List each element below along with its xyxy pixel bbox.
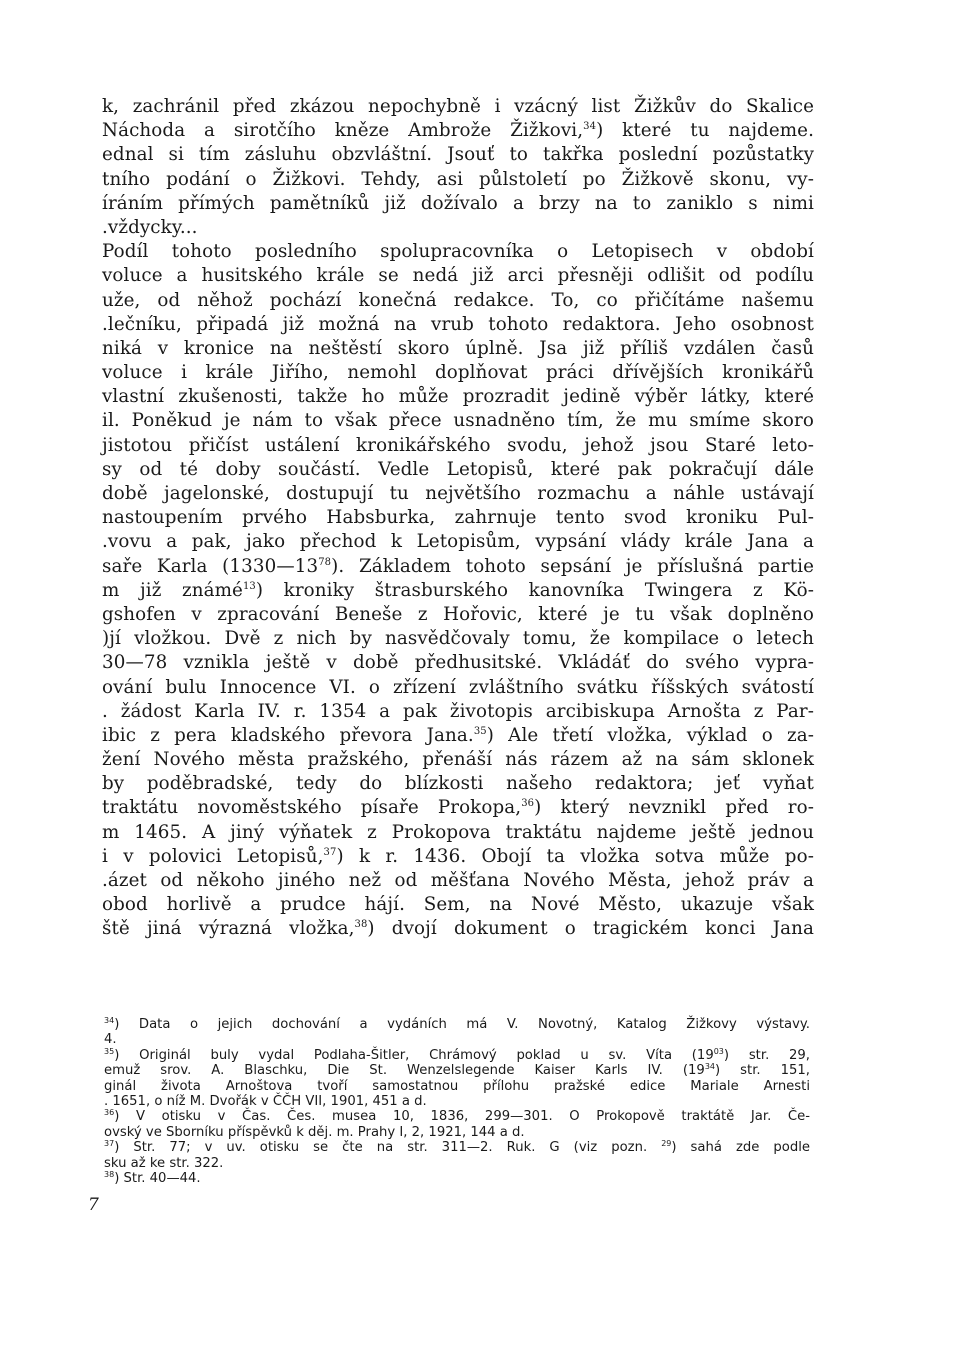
footnotes <box>104 1017 810 1186</box>
footnote-line: sku až ke str. 322. <box>104 1155 224 1171</box>
text-line: uže, od něhož pochází konečná redakce. To, co přičítáme našemu <box>102 289 814 311</box>
footnote-line: $^{36}$) V otisku v Čas. Čes. musea 10, 1836, 299—301. O Prokopově traktátě Jar. Če- <box>104 1108 810 1125</box>
text-line: obod horlivě a prudce hájí. Sem, na Nové Město, ukazuje však <box>102 894 814 916</box>
text-line: i v polovici Letopisů,$^{37}$) k r. 1436. Obojí ta vložka sotva může po- <box>102 845 814 867</box>
text-line: íráním přímých pamětníků již dožívalo a brzy na to zaniklo s nimi <box>102 192 814 214</box>
text-line: . žádost Karla IV. r. 1354 a pak životopis arcibiskupa Arnošta z Par- <box>102 700 814 722</box>
text-line: .lečníku, připadá již možná na vrub tohoto redaktora. Jeho osobnost <box>102 313 814 335</box>
footnote-line: emuž srov. A. Blaschku, Die St. Wenzelslegende Kaiser Karls IV. $(19^{34})$ str. 151, <box>104 1062 810 1079</box>
text-line: k, zachránil před zkázou nepochybně i vzácný list Žižkův do Skalice <box>102 96 814 117</box>
text-line: il. Poněkud je nám to však přece usnadněno tím, že mu smíme skoro <box>102 410 814 432</box>
page-signature-mark: 7 <box>88 1195 99 1215</box>
text-line: traktátu novoměstského písaře Prokopa,$^{36}$) který nevznikl před ro- <box>102 797 815 819</box>
main-text <box>102 95 814 942</box>
text-line: .ázet od někoho jiného než od měšťana Nového Města, jehož práv a <box>102 870 814 891</box>
footnote-line: $^{35}$) Originál buly vydal Podlaha-Šitler, Chrámový poklad u sv. Víta $(19^{03})$ str. 29, <box>104 1046 810 1063</box>
footnote-line: $^{38}$) Str. 40—44. <box>104 1169 201 1186</box>
text-line: Podíl tohoto posledního spolupracovníka o Letopisech v období <box>102 241 814 263</box>
text-line: tního podání o Žižkovi. Tehdy, asi půlstoletí po Žižkově skonu, vy- <box>102 168 814 190</box>
text-line: .vždycky... <box>102 216 198 238</box>
footnote-line: ovský ve Sborníku příspěvků k děj. m. Prahy I, 2, 1921, 144 a d. <box>104 1124 525 1140</box>
text-line: ování bulu Innocence VI. o zřízení zvláštního svátku říšských svátostí <box>102 676 814 698</box>
text-line: ště jiná výrazná vložka,$^{38}$) dvojí dokument o tragickém konci Jana <box>102 918 814 940</box>
text-line: Náchoda a sirotčího kněze Ambrože Žižkovi,$^{34}$) které tu najdeme. <box>102 120 814 142</box>
text-line: voluce i krále Jiřího, nemohl doplňovat práci dřívějších kronikářů <box>102 362 814 384</box>
footnote-line: ginál života Arnoštova tvoří samostatnou přílohu pražské edice Mariale Arnesti <box>104 1078 810 1094</box>
text-line: m 1465. A jiný výňatek z Prokopova traktátu najdeme ještě jednou <box>102 821 814 843</box>
text-line: saře Karla $(1330—13^{78})$. Základem tohoto sepsání je příslušná partie <box>102 555 815 577</box>
text-line: by poděbradské, tedy do blízkosti našeho redaktora; jeť vyňat <box>102 773 814 795</box>
text-line: sy od té doby součástí. Vedle Letopisů, které pak pokračují dále <box>102 458 814 480</box>
text-line: době jagelonské, dostupují tu největšího rozmachu a náhle ustávají <box>102 483 814 504</box>
text-line: .vovu a pak, jako přechod k Letopisům, vypsání vlády krále Jana a <box>102 531 814 553</box>
text-line: jistotou přičíst ustálení kronikářského svodu, jehož jsou Staré leto- <box>102 434 814 456</box>
text-line: niká v kronice na neštěstí skoro úplně. Jsa již příliš vzdálen časů <box>102 337 814 359</box>
text-line: 30—78 vznikla ještě v době předhusitské. Vkládáť do svého vypra- <box>102 652 814 674</box>
text-line: m již známé$^{13}$) kroniky štrasburského kanovníka Twingera z Kö- <box>102 579 814 601</box>
text-line: voluce a husitského krále se nedá již arci přesněji odlišit od podílu <box>102 265 814 287</box>
footnote-line: $^{37}$) Str. 77; v uv. otisku se čte na str. 311—2. Ruk. G (viz pozn. $^{29}$) sahá zde podle <box>104 1139 810 1156</box>
text-line: )jí vložkou. Dvě z nich by nasvědčovaly tomu, že kompilace o letech <box>102 628 814 650</box>
text-line: nastoupením prvého Habsburka, zahrnuje tento svod kroniku Pul- <box>102 507 814 529</box>
footnote-line: . 1651, o níž M. Dvořák v ČČH VII, 1901, 451 a d. <box>104 1093 427 1109</box>
text-line: ibic z pera kladského převora Jana.$^{35}$) Ale třetí vložka, výklad o za- <box>102 724 814 746</box>
text-line: gshofen v zpracování Beneše z Hořovic, které je tu však doplněno <box>102 603 814 625</box>
text-line: vlastní zkušenosti, takže ho může prozradit jedině výběr látky, které <box>102 386 814 408</box>
footnote-line: $^{34}$) Data o jejich dochování a vydáních má V. Novotný, Katalog Žižkovy výstavy. <box>104 1016 810 1032</box>
footnote-line: 4. <box>104 1032 117 1048</box>
text-line: ednal si tím zásluhu obzvláštní. Jsouť to takřka poslední pozůstatky <box>102 144 814 166</box>
text-line: žení Nového města pražského, přenáší nás rázem až na sám sklonek <box>102 749 814 771</box>
